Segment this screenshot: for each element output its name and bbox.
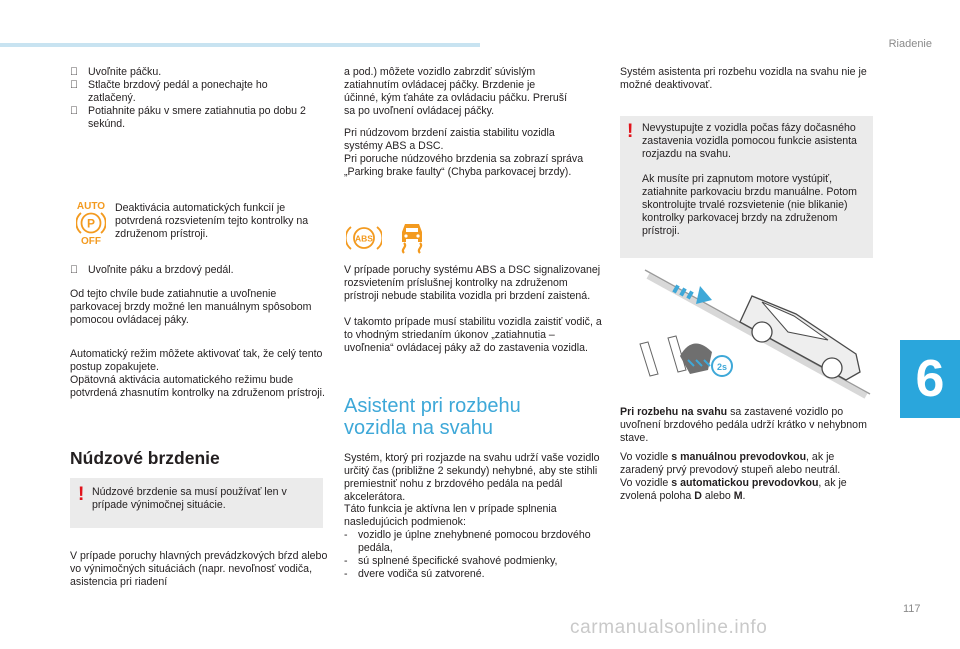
dsc-skid-icon bbox=[396, 220, 428, 254]
paragraph: Automatický režim môžete aktivovať tak, že celý tento postup zopakujete. bbox=[70, 348, 323, 373]
warning-box bbox=[620, 116, 873, 258]
paragraph: Systém asistenta pri rozbehu vozidla na svahu nie je možné deaktivovať. bbox=[620, 66, 867, 91]
chapter-tab: 6 bbox=[900, 340, 960, 418]
paragraph: Táto funkcia je aktívna len v prípade splnenia nasledujúcich podmienok: bbox=[344, 503, 557, 528]
paragraph: Vo vozidle s automatickou prevodovkou, ak je zvolená poloha D alebo M. bbox=[620, 477, 847, 502]
abs-warning-icon bbox=[346, 224, 382, 252]
section-heading-hill-assist: Asistent pri rozbehu vozidla na svahu bbox=[344, 395, 521, 439]
bullet-icon bbox=[70, 66, 78, 79]
paragraph: a pod.) môžete vozidlo zabrzdiť súvislým zatiahnutím ovládacej páčky. Brzdenie je účinné, kým ťaháte za ovládaciu páčku. Preruší sa po uvoľnení ovládacej páčky. bbox=[344, 66, 568, 117]
paragraph: V prípade poruchy hlavných prevádzkových bŕzd alebo vo výnimočných situáciách (napr. nevoľnosť vodiča, asistencia pri riadení bbox=[70, 550, 328, 588]
warning-box bbox=[70, 478, 323, 528]
watermark: carmanualsonline.info bbox=[570, 617, 768, 638]
dash-icon: - bbox=[344, 529, 348, 541]
paragraph: Opätovná aktivácia automatického režimu bude potvrdená zhasnutím kontrolky na združenom prístroji. bbox=[70, 374, 325, 399]
svg-text:2s: 2s bbox=[716, 362, 728, 372]
bullet-icon bbox=[70, 264, 78, 277]
steps-list bbox=[70, 66, 310, 131]
paragraph: Pri rozbehu na svahu sa zastavené vozidlo po uvoľnení brzdového pedála udrží krátko v nehybnom stave. bbox=[620, 406, 867, 444]
warning-text: Núdzové brzdenie sa musí používať len v prípade výnimočnej situácie. bbox=[92, 486, 287, 511]
header-bar bbox=[0, 43, 480, 47]
bullet-icon bbox=[70, 79, 78, 92]
page-number: 117 bbox=[903, 603, 921, 615]
svg-text:ABS: ABS bbox=[355, 233, 373, 244]
list-item: Potiahnite páku v smere zatiahnutia po dobu 2 sekúnd. bbox=[70, 105, 310, 131]
paragraph: Pri núdzovom brzdení zaistia stabilitu vozidla systémy ABS a DSC. bbox=[344, 127, 555, 152]
auto-off-parking-icon bbox=[76, 199, 106, 245]
warning-icon: ! bbox=[78, 484, 85, 505]
paragraph: Vo vozidle s manuálnou prevodovkou, ak je zaradený prvý prevodový stupeň alebo neutrál. bbox=[620, 451, 841, 476]
dash-icon: - bbox=[344, 554, 348, 567]
release-step bbox=[70, 264, 320, 277]
chapter-title: Riadenie bbox=[888, 38, 932, 50]
list-item: - dvere vodiča sú zatvorené. bbox=[344, 567, 485, 580]
hill-start-illustration bbox=[620, 262, 875, 402]
warning-text: Ak musíte pri zapnutom motore vystúpiť, zatiahnite parkovaciu brzdu manuálne. Potom skontrolujte trvalé rozsvietenie (nie blikanie) kontrolky parkovacej brzdy na združenom prístroji. bbox=[642, 173, 857, 237]
section-heading-emergency: Núdzové brzdenie bbox=[70, 448, 220, 468]
list-item: Uvoľnite páku a brzdový pedál. bbox=[70, 264, 320, 277]
paragraph: Pri poruche núdzového brzdenia sa zobrazí správa „Parking brake faulty“ (Chyba parkovacej brzdy). bbox=[344, 153, 584, 178]
list-item: - vozidlo je úplne znehybnené pomocou brzdového pedála, bbox=[344, 529, 591, 554]
svg-text:AUTO: AUTO bbox=[76, 201, 106, 212]
paragraph: V prípade poruchy systému ABS a DSC signalizovanej rozsvietením príslušnej kontrolky na združenom prístroji nebude stabilita vozidla pri brzdení zaistená. bbox=[344, 264, 601, 302]
warning-text: Nevystupujte z vozidla počas fázy dočasného zastavenia vozidla pomocou funkcie asistenta rozjazdu na svahu. bbox=[642, 122, 857, 160]
paragraph: Od tejto chvíle bude zatiahnutie a uvoľnenie parkovacej brzdy možné len manuálnym spôsobom pomocou ovládacej páky. bbox=[70, 288, 312, 326]
dash-icon: - bbox=[344, 567, 348, 580]
svg-text:P: P bbox=[86, 216, 96, 231]
list-item: - sú splnené špecifické svahové podmienky, bbox=[344, 554, 558, 567]
list-item: Uvoľnite páčku. bbox=[70, 66, 310, 79]
conditions-list bbox=[344, 529, 606, 581]
bullet-icon bbox=[70, 105, 78, 118]
list-item: Stlačte brzdový pedál a ponechajte ho zatlačený. bbox=[70, 79, 310, 105]
warning-icon: ! bbox=[627, 121, 634, 142]
paragraph: Systém, ktorý pri rozjazde na svahu udrží vaše vozidlo určitý čas (približne 2 sekundy) nehybné, aby ste stihli premiestniť nohu z brzdového pedála na pedál akcelerátora. bbox=[344, 452, 600, 503]
pedals-icon bbox=[640, 336, 712, 376]
paragraph: V takomto prípade musí stabilitu vozidla zaistiť vodič, a to vhodným striedaním úkonov „zatiahnutia – uvoľnenia“ ovládacej páky až do zastavenia vozidla. bbox=[344, 316, 602, 354]
auto-off-text: Deaktivácia automatických funkcií je potvrdená rozsvietením tejto kontrolky na združenom prístroji. bbox=[115, 202, 309, 240]
svg-text:OFF: OFF bbox=[81, 236, 101, 245]
car-icon bbox=[740, 296, 860, 380]
